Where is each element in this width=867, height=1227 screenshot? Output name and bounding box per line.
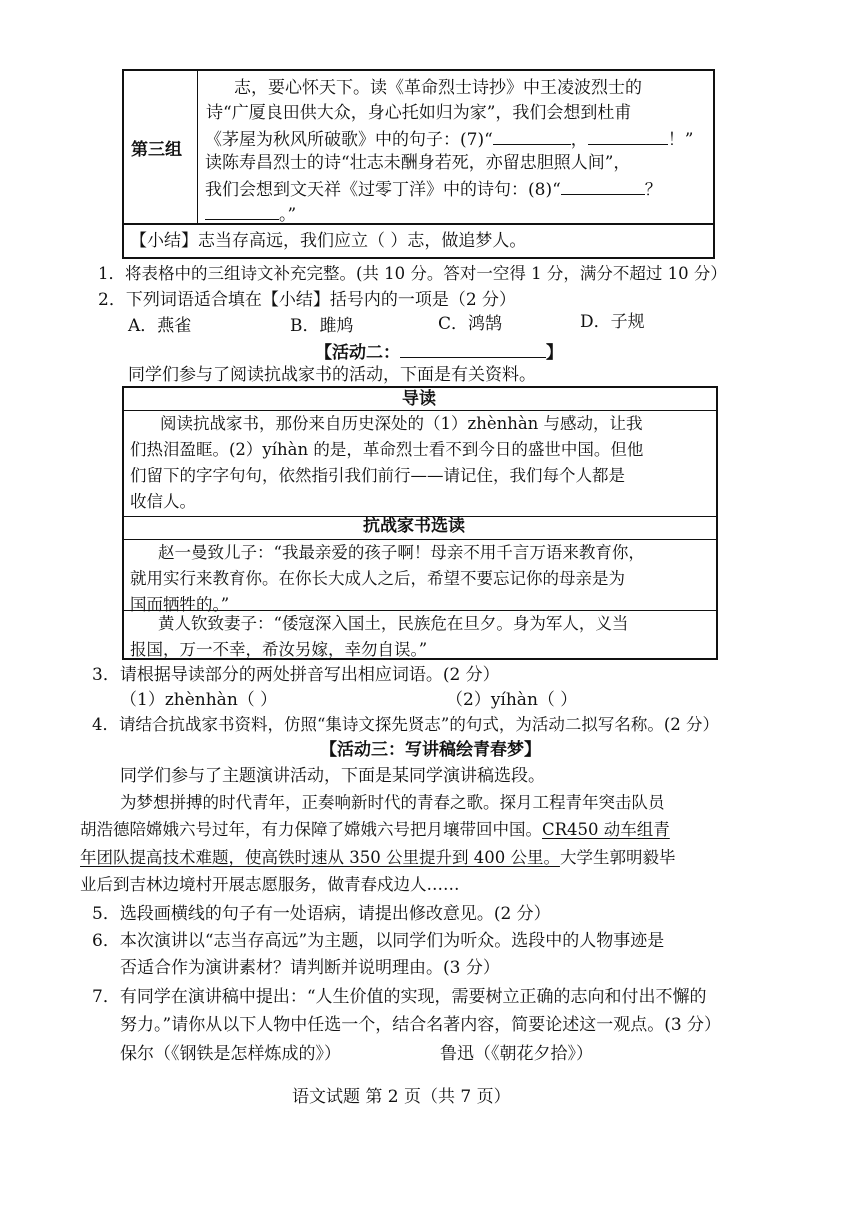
q2-option-a[interactable]: A．燕雀 bbox=[128, 316, 192, 336]
group3-line-5 bbox=[205, 178, 662, 200]
table-column-divider bbox=[197, 71, 198, 223]
activity3-intro: 同学们参与了主题演讲活动，下面是某同学演讲稿选段。 bbox=[120, 766, 545, 786]
answer-blank-7a[interactable] bbox=[493, 128, 571, 145]
activity2-title-right: 】 bbox=[546, 343, 563, 363]
activity2-intro: 同学们参与了阅读抗战家书的活动，下面是有关资料。 bbox=[128, 365, 536, 385]
underlined-sentence-part-2: 年团队提高技术难题，使高铁时速从 350 公里提升到 400 公里。 bbox=[80, 848, 560, 867]
answer-blank-7b[interactable] bbox=[588, 128, 668, 145]
letter2-line-2: 报国，万一不幸，希汝另嫁，幸勿自误。” bbox=[130, 640, 428, 659]
speech-line-1: 为梦想拼搏的时代青年，正奏响新时代的青春之歌。探月工程青年突击队员 bbox=[120, 793, 665, 812]
question-mark: ？ bbox=[644, 180, 662, 200]
question-1: 1．将表格中的三组诗文补充完整。(共 10 分。答对一空得 1 分，满分不超过 10 分） bbox=[98, 264, 727, 283]
speech-line-3 bbox=[80, 848, 675, 868]
activity2-title-left: 【活动二： bbox=[315, 343, 400, 363]
q7-option-luxun: 鲁迅（《朝花夕拾》） bbox=[440, 1044, 593, 1064]
group3-line-6 bbox=[205, 203, 296, 225]
question-5: 5．选段画横线的句子有一处语病，请提出修改意见。(2 分） bbox=[92, 904, 551, 924]
activity3-title: 【活动三：写讲稿绘青春梦】 bbox=[320, 740, 541, 760]
guide-header-line bbox=[124, 410, 716, 411]
group3-line-1: 志，要心怀天下。读《革命烈士诗抄》中王凌波烈士的 bbox=[234, 78, 642, 98]
group3-line-2: 诗“广厦良田供大众，身心托如归为家”，我们会想到杜甫 bbox=[206, 103, 632, 123]
question-3: 3．请根据导读部分的两处拼音写出相应词语。(2 分） bbox=[92, 665, 500, 685]
q3-answer-2[interactable]: （2）yíhàn（ ） bbox=[446, 690, 578, 710]
group3-label: 第三组 bbox=[131, 140, 182, 160]
question-7-line-2: 努力。”请你从以下人物中任选一个，结合名著内容，简要论述这一观点。(3 分） bbox=[120, 1015, 722, 1035]
speech-line-2 bbox=[80, 820, 670, 840]
group3-line-5-text: 我们会想到文天祥《过零丁洋》中的诗句：(8)“ bbox=[205, 180, 561, 200]
comma: ， bbox=[570, 130, 588, 150]
question-2: 2．下列词语适合填在【小结】括号内的一项是（2 分） bbox=[98, 290, 517, 310]
answer-blank-8b[interactable] bbox=[205, 203, 279, 220]
q2-option-c[interactable]: C．鸿鹄 bbox=[438, 314, 503, 334]
question-7-line-1: 7．有同学在演讲稿中提出：“人生价值的实现，需要树立正确的志向和付出不懈的 bbox=[92, 987, 707, 1007]
period-quote: 。” bbox=[279, 205, 297, 225]
guide-header: 导读 bbox=[402, 389, 436, 409]
summary-row: 【小结】志当存高远，我们应立（ ）志，做追梦人。 bbox=[130, 231, 527, 251]
underlined-sentence-part-1: CR450 动车组青 bbox=[542, 820, 670, 839]
letters-header: 抗战家书选读 bbox=[363, 516, 465, 536]
activity2-name-blank[interactable] bbox=[400, 341, 546, 358]
guide-line-3: 们留下的字字句句，依然指引我们前行——请记住，我们每个人都是 bbox=[130, 466, 625, 485]
q2-option-d[interactable]: D．子规 bbox=[580, 312, 645, 332]
exclaim-quote: ！” bbox=[667, 130, 694, 150]
guide-line-1: 阅读抗战家书，那份来自历史深处的（1）zhènhàn 与感动，让我 bbox=[160, 414, 643, 433]
page-footer: 语文试题 第 2 页（共 7 页） bbox=[292, 1087, 511, 1107]
letter1-line-2: 就用实行来教育你。在你长大成人之后，希望不要忘记你的母亲是为 bbox=[130, 569, 625, 588]
q7-option-paul: 保尔（《钢铁是怎样炼成的》） bbox=[120, 1044, 341, 1064]
guide-line-4: 收信人。 bbox=[130, 492, 196, 511]
group3-line-4: 读陈寿昌烈士的诗“壮志未酬身若死，亦留忠胆照人间”， bbox=[205, 153, 631, 173]
question-6-line-1: 6．本次演讲以“志当存高远”为主题，以同学们为听众。选段中的人物事迹是 bbox=[92, 931, 665, 951]
question-4: 4．请结合抗战家书资料，仿照“集诗文探先贤志”的句式，为活动二拟写名称。(2 分） bbox=[92, 715, 720, 734]
group3-line-3 bbox=[205, 128, 693, 150]
question-6-line-2: 否适合作为演讲素材？请判断并说明理由。(3 分） bbox=[120, 958, 500, 978]
activity2-title bbox=[315, 341, 563, 363]
speech-line-2-text: 胡浩德陪嫦娥六号过年，有力保障了嫦娥六号把月壤带回中国。 bbox=[80, 820, 542, 839]
letter1-line-1: 赵一曼致儿子：“我最亲爱的孩子啊！母亲不用千言万语来教育你， bbox=[158, 543, 645, 562]
speech-line-3-text: 大学生郭明毅毕 bbox=[559, 848, 676, 867]
speech-line-4: 业后到吉林边境村开展志愿服务，做青春戍边人…… bbox=[80, 875, 460, 894]
q2-option-b[interactable]: B．雎鸠 bbox=[290, 316, 354, 336]
letter2-line-1: 黄人钦致妻子：“倭寇深入国土，民族危在旦夕。身为军人，义当 bbox=[158, 614, 629, 633]
answer-blank-8a[interactable] bbox=[561, 178, 645, 195]
guide-line-2: 们热泪盈眶。(2）yíhàn 的是，革命烈士看不到今日的盛世中国。但他 bbox=[130, 440, 644, 459]
letters-header-line bbox=[124, 539, 716, 540]
group3-line-3-text: 《茅屋为秋风所破歌》中的句子：(7)“ bbox=[205, 130, 493, 150]
letter1-line-3: 国而牺牲的。” bbox=[130, 595, 230, 614]
q3-answer-1[interactable]: （1）zhènhàn（ ） bbox=[120, 690, 278, 710]
